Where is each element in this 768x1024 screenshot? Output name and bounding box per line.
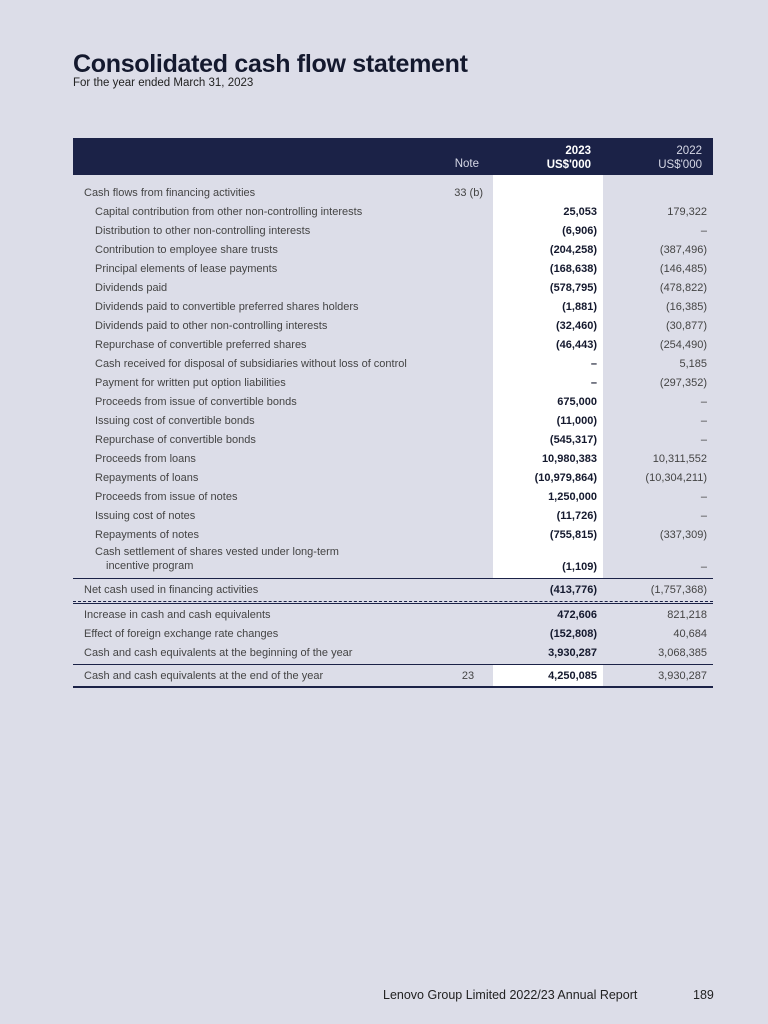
value-2022: 3,930,287 bbox=[658, 670, 707, 682]
row-label: Dividends paid to other non-controlling interests bbox=[95, 320, 328, 332]
value-2022: – bbox=[700, 491, 707, 503]
value-2022: 3,068,385 bbox=[658, 647, 707, 659]
row-label: Dividends paid bbox=[95, 282, 168, 294]
year-2023-column-header bbox=[493, 144, 591, 172]
value-2023: (10,979,864) bbox=[534, 472, 597, 484]
value-2023: 10,980,383 bbox=[541, 453, 597, 465]
value-2023: (11,726) bbox=[556, 510, 597, 522]
value-2023: (204,258) bbox=[549, 244, 597, 256]
value-2023: 1,250,000 bbox=[548, 491, 597, 503]
row-label: Principal elements of lease payments bbox=[95, 263, 278, 275]
row-label: Proceeds from loans bbox=[95, 453, 196, 465]
table-header bbox=[73, 138, 713, 175]
row-label: Payment for written put option liabilities bbox=[95, 377, 286, 389]
value-2022: 821,218 bbox=[667, 609, 707, 621]
value-2022: (297,352) bbox=[659, 377, 707, 389]
row-note: 33 (b) bbox=[454, 187, 483, 199]
value-2022: 40,684 bbox=[673, 628, 707, 640]
value-2023: (1,109) bbox=[562, 561, 597, 573]
divider bbox=[73, 664, 713, 665]
value-2022: – bbox=[700, 415, 707, 427]
value-2022: 179,322 bbox=[667, 206, 707, 218]
value-2023: 472,606 bbox=[557, 609, 597, 621]
value-2022: (16,385) bbox=[666, 301, 707, 313]
dashed-divider bbox=[73, 601, 713, 602]
value-2023: 4,250,085 bbox=[548, 670, 597, 682]
row-label: Cash received for disposal of subsidiaries without loss of control bbox=[95, 358, 407, 370]
year-2023-label: 2023 bbox=[565, 145, 591, 157]
row-label: Increase in cash and cash equivalents bbox=[84, 609, 271, 621]
row-note: 23 bbox=[461, 670, 475, 682]
value-2023: – bbox=[590, 377, 597, 389]
value-2023: (46,443) bbox=[556, 339, 597, 351]
value-2022: – bbox=[700, 561, 707, 573]
row-label: Repayments of loans bbox=[95, 472, 199, 484]
value-2022: – bbox=[700, 434, 707, 446]
value-2022: – bbox=[700, 396, 707, 408]
page-subtitle: For the year ended March 31, 2023 bbox=[73, 77, 254, 89]
row-label: Capital contribution from other non-controlling interests bbox=[95, 206, 363, 218]
value-2023: (6,906) bbox=[562, 225, 597, 237]
year-2022-unit: US$'000 bbox=[658, 159, 702, 171]
report-name: Lenovo Group Limited 2022/23 Annual Report bbox=[383, 988, 638, 1002]
value-2022: (1,757,368) bbox=[650, 584, 707, 596]
row-label: Issuing cost of notes bbox=[95, 510, 196, 522]
row-label: Distribution to other non-controlling interests bbox=[95, 225, 311, 237]
value-2022: 10,311,552 bbox=[652, 453, 707, 465]
row-label bbox=[95, 546, 395, 573]
row-label: Cash and cash equivalents at the end of the year bbox=[84, 670, 324, 682]
value-2023: – bbox=[590, 358, 597, 370]
value-2023: (168,638) bbox=[549, 263, 597, 275]
value-2023: 675,000 bbox=[557, 396, 597, 408]
value-2023: (578,795) bbox=[549, 282, 597, 294]
value-2023: (11,000) bbox=[556, 415, 597, 427]
year-2022-label: 2022 bbox=[676, 145, 702, 157]
value-2022: (30,877) bbox=[666, 320, 707, 332]
value-2022: (337,309) bbox=[659, 529, 707, 541]
value-2022: (146,485) bbox=[659, 263, 707, 275]
year-2023-unit: US$'000 bbox=[546, 159, 591, 171]
row-label: Effect of foreign exchange rate changes bbox=[84, 628, 279, 640]
value-2023: (413,776) bbox=[549, 584, 597, 596]
section-heading: Cash flows from financing activities bbox=[84, 187, 256, 199]
value-2022: (254,490) bbox=[659, 339, 707, 351]
cash-flow-table bbox=[73, 138, 713, 682]
page-title: Consolidated cash flow statement bbox=[73, 50, 468, 78]
divider bbox=[73, 578, 713, 579]
page-number: 189 bbox=[693, 988, 714, 1002]
row-label: Proceeds from issue of notes bbox=[95, 491, 238, 503]
page-footer bbox=[383, 988, 714, 1002]
value-2023: (545,317) bbox=[549, 434, 597, 446]
value-2023: (32,460) bbox=[556, 320, 597, 332]
row-label: Repurchase of convertible bonds bbox=[95, 434, 256, 446]
value-2023: (152,808) bbox=[549, 628, 597, 640]
divider bbox=[73, 603, 713, 604]
row-label: Dividends paid to convertible preferred shares holders bbox=[95, 301, 359, 313]
value-2023: 25,053 bbox=[563, 206, 597, 218]
value-2023: (1,881) bbox=[562, 301, 597, 313]
value-2022: 5,185 bbox=[679, 358, 707, 370]
value-2022: – bbox=[700, 510, 707, 522]
closing-rule bbox=[73, 686, 713, 688]
value-2023: (755,815) bbox=[549, 529, 597, 541]
year-2022-column-header bbox=[603, 144, 702, 172]
note-column-header: Note bbox=[454, 158, 479, 170]
value-2023: 3,930,287 bbox=[548, 647, 597, 659]
value-2022: (387,496) bbox=[659, 244, 707, 256]
value-2022: (10,304,211) bbox=[645, 472, 707, 484]
row-label: Repurchase of convertible preferred shares bbox=[95, 339, 307, 351]
value-2022: (478,822) bbox=[659, 282, 707, 294]
row-label: Net cash used in financing activities bbox=[84, 584, 259, 596]
row-label: Repayments of notes bbox=[95, 529, 199, 541]
row-label: Contribution to employee share trusts bbox=[95, 244, 278, 256]
row-label: Proceeds from issue of convertible bonds bbox=[95, 396, 297, 408]
row-label-line-1: Cash settlement of shares vested under long-term bbox=[95, 546, 339, 558]
row-label: Issuing cost of convertible bonds bbox=[95, 415, 255, 427]
row-label-line-2: incentive program bbox=[106, 559, 194, 572]
value-2022: – bbox=[700, 225, 707, 237]
row-label: Cash and cash equivalents at the beginning of the year bbox=[84, 647, 353, 659]
